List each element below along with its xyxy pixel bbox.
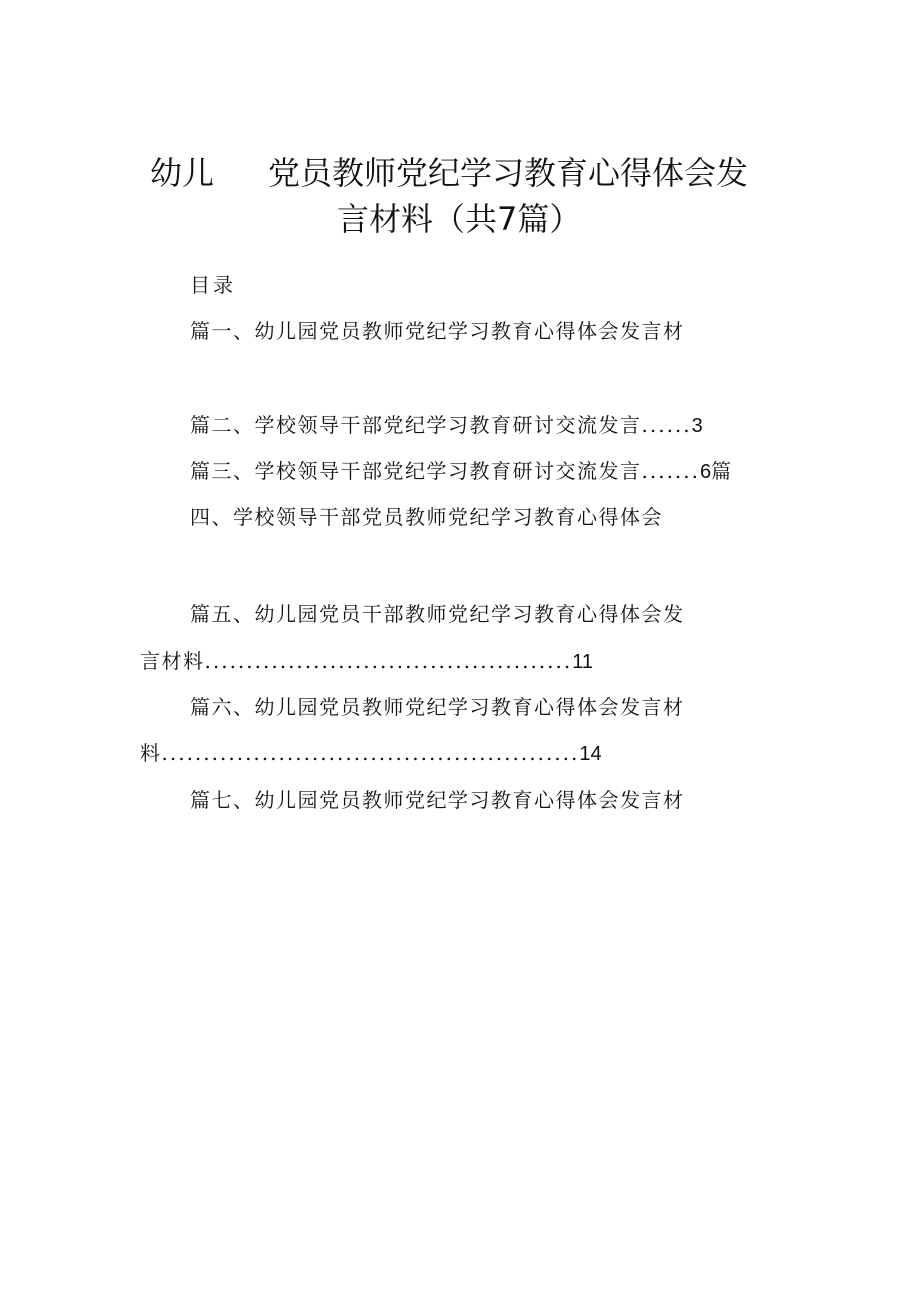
toc-entry-text: 篇一、幼儿园党员教师党纪学习教育心得体会发言材 <box>190 319 685 343</box>
toc-entry-7[interactable] <box>190 787 685 813</box>
toc-entry-text: 篇二、学校领导干部党纪学习教育研讨交流发言 <box>190 413 642 437</box>
toc-page-number: 14 <box>579 743 602 765</box>
toc-entry-6-continuation[interactable] <box>140 740 602 767</box>
document-title-part-a: 幼儿 <box>150 154 215 192</box>
toc-entry-1[interactable] <box>190 318 685 344</box>
toc-entry-text: 篇五、幼儿园党员干部教师党纪学习教育心得体会发 <box>190 602 685 626</box>
toc-trailing-text: 篇 <box>711 459 733 483</box>
toc-page-number: 6 <box>700 461 712 483</box>
toc-entry-continuation-text: 言材料 <box>140 649 205 673</box>
toc-entry-text: 四、学校领导干部党员教师党纪学习教育心得体会 <box>190 505 663 529</box>
document-title-part-b: 党员教师党纪学习教育心得体会发 <box>268 154 749 192</box>
document-title-part-c: 言材料（共7篇） <box>337 200 582 238</box>
toc-entry-text: 篇七、幼儿园党员教师党纪学习教育心得体会发言材 <box>190 788 685 812</box>
toc-entry-3[interactable] <box>190 458 733 485</box>
toc-entry-text: 篇六、幼儿园党员教师党纪学习教育心得体会发言材 <box>190 695 685 719</box>
toc-entry-4[interactable] <box>190 504 663 530</box>
toc-entry-6[interactable] <box>190 694 685 720</box>
toc-page-number: 3 <box>691 415 703 437</box>
toc-entry-2[interactable] <box>190 412 703 439</box>
toc-leader-dots: ....... <box>641 459 701 483</box>
toc-entry-text: 篇三、学校领导干部党纪学习教育研讨交流发言 <box>190 459 642 483</box>
toc-leader-dots: .................................................. <box>161 741 580 765</box>
toc-entry-5[interactable] <box>190 601 685 627</box>
toc-page-number: 11 <box>572 651 593 673</box>
toc-heading: 目录 <box>190 273 236 297</box>
toc-entry-continuation-text: 料 <box>140 741 162 765</box>
toc-leader-dots: ...... <box>641 413 692 437</box>
toc-entry-5-continuation[interactable] <box>140 648 593 675</box>
toc-leader-dots: ............................................ <box>204 649 573 673</box>
